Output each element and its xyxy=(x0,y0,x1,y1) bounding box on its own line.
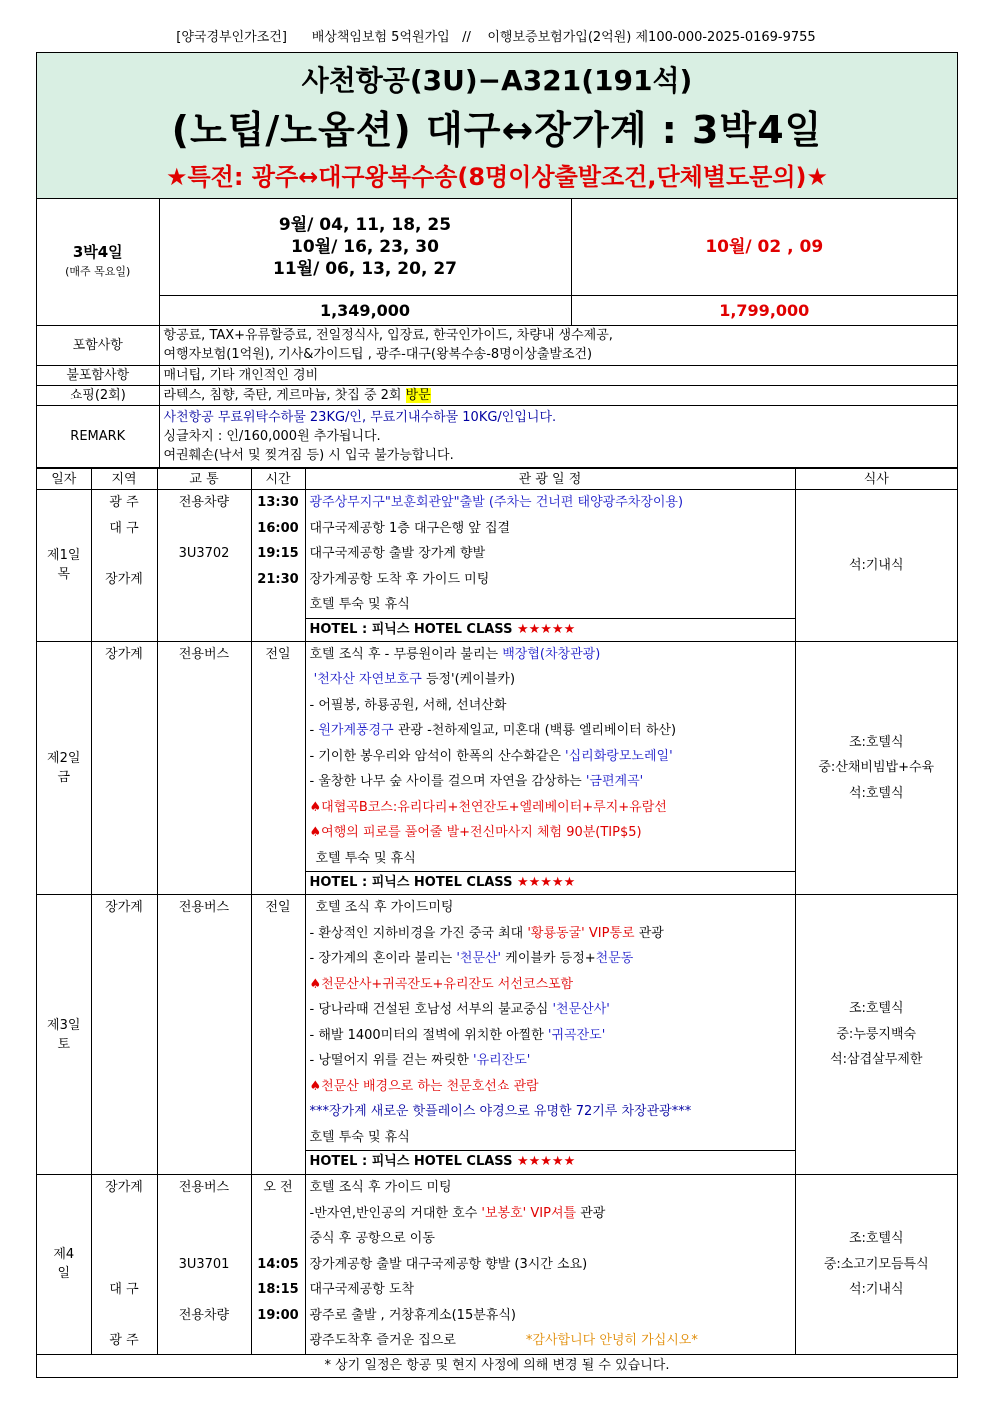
meal-dinner: 석:호텔식 xyxy=(848,785,904,801)
excluded-content: 매너팁, 기타 개인적인 경비 xyxy=(159,366,957,386)
day-4-label xyxy=(37,1175,91,1355)
price-regular: 1,349,000 xyxy=(159,295,571,325)
schedule-line: 호텔 투숙 및 휴식 xyxy=(309,597,410,612)
schedule-line: 광주도착후 즐거운 집으로 *감사합니다 안녕히 가십시오* xyxy=(309,1333,698,1348)
meal-breakfast: 조:호텔식 xyxy=(848,1001,904,1017)
schedule-line: ♠여행의 피로를 풀어줄 발+전신마사지 체험 90분(TIP$5) xyxy=(309,825,642,840)
time: 오 전 xyxy=(263,1180,293,1195)
day-1-label xyxy=(37,490,91,642)
day-4-meals xyxy=(795,1175,957,1355)
meal-lunch: 중:산채비빔밥+수육 xyxy=(818,760,935,775)
region-gwangju: 광 주 xyxy=(109,1333,139,1348)
time: 14:05 xyxy=(257,1256,299,1272)
schedule-line: - 어필봉, 하룡공원, 서해, 선녀산화 xyxy=(309,697,507,713)
col-meals: 식사 xyxy=(795,469,957,490)
day-3-transport: 전용버스 xyxy=(178,900,230,915)
shopping-content xyxy=(159,386,957,406)
disclaimer: * 상기 일정은 항공 및 현지 사정에 의해 변경 될 수 있습니다. xyxy=(324,1357,670,1373)
day-2-schedule xyxy=(305,641,795,895)
star-rating: ★★★★★ xyxy=(516,875,576,890)
day-1-region xyxy=(91,490,157,642)
meal-breakfast: 조:호텔식 xyxy=(848,734,904,750)
day-4-row xyxy=(37,1175,957,1355)
transport-car: 전용차량 xyxy=(178,495,230,510)
departure-dates-peak: 10월/ 02 , 09 xyxy=(571,199,957,295)
day-3-schedule xyxy=(305,895,795,1175)
day-2-row xyxy=(37,641,957,895)
meal-lunch: 중:누룽지백숙 xyxy=(836,1026,917,1042)
remark-line-2: 싱글차지 : 인/160,000원 추가됩니다. xyxy=(163,429,381,444)
day-1-number: 제1일 xyxy=(47,548,81,564)
day-3-meals xyxy=(795,895,957,1175)
schedule-line: 호텔 조식 후 - 무릉원이라 불리는 백장협(차창관광) xyxy=(309,646,601,662)
day-2-weekday: 금 xyxy=(57,769,71,785)
schedule-line: ♠천문산사+귀곡잔도+유리잔도 서선코스포함 xyxy=(309,976,574,992)
hotel-name: HOTEL : 피닉스 HOTEL CLASS xyxy=(309,875,513,890)
meal-breakfast: 조:호텔식 xyxy=(848,1231,904,1246)
day-2-meals xyxy=(795,641,957,895)
hotel-name: HOTEL : 피닉스 HOTEL CLASS xyxy=(309,1154,513,1169)
shopping-highlight: 방문 xyxy=(405,388,431,403)
schedule-line: 호텔 조식 후 가이드미팅 xyxy=(315,900,454,915)
day-3-time: 전일 xyxy=(265,900,291,915)
day-2-label xyxy=(37,641,91,895)
schedule-line: - 낭떨어지 위를 걷는 짜릿한 '유리잔도' xyxy=(309,1053,531,1068)
region-daegu: 대 구 xyxy=(109,1282,139,1297)
day-2-region: 장가계 xyxy=(105,646,143,662)
schedule-table xyxy=(37,468,957,1355)
duration-note: (매주 목요일) xyxy=(65,264,131,278)
day-4-transport xyxy=(157,1175,251,1355)
schedule-line: ♠대협곡B코스:유리다리+천연잔도+엘레베이터+루지+유람선 xyxy=(309,799,667,815)
time: 21:30 xyxy=(257,571,299,587)
remark-label: REMARK xyxy=(37,406,159,468)
col-region: 지역 xyxy=(91,469,157,490)
schedule-line: - 환상적인 지하비경을 가진 중국 최대 '황룡동굴' VIP통로 관광 xyxy=(309,925,664,941)
schedule-line: 장가계공항 도착 후 가이드 미팅 xyxy=(309,571,490,587)
time: 19:00 xyxy=(257,1307,299,1323)
license-info: [양국경부인가조건] 배상책임보험 5억원가입 // 이행보증보험가입(2억원) 제100-000-2025-0169-9755 xyxy=(176,30,816,45)
schedule-line: - 기이한 봉우리와 암석이 한폭의 산수화같은 '십리화랑모노레일' xyxy=(309,748,673,764)
day-3-row xyxy=(37,895,957,1175)
schedule-header xyxy=(37,469,957,490)
day-4-schedule xyxy=(305,1175,795,1355)
schedule-line: '천자산 자연보호구 등정'(케이블카) xyxy=(313,672,516,687)
region-daegu: 대 구 xyxy=(109,520,139,536)
day-2-time: 전일 xyxy=(265,646,291,662)
departure-dates-regular xyxy=(159,199,571,295)
day-1-weekday: 목 xyxy=(57,567,71,583)
day-3-hotel xyxy=(306,1150,795,1173)
day-3-label xyxy=(37,895,91,1175)
dates-september: 9월/ 04, 11, 18, 25 xyxy=(278,214,452,235)
meal-dinner: 석:기내식 xyxy=(848,1282,904,1297)
info-table xyxy=(37,326,957,469)
col-schedule: 관 광 일 정 xyxy=(305,469,795,490)
price-peak: 1,799,000 xyxy=(571,295,957,325)
day-4-times xyxy=(251,1175,305,1355)
dates-october: 10월/ 16, 23, 30 xyxy=(291,236,439,257)
day-3-number: 제3일 xyxy=(47,1017,81,1033)
col-day: 일자 xyxy=(37,469,91,490)
itinerary-document xyxy=(36,52,958,1378)
schedule-line: 호텔 투숙 및 휴식 xyxy=(315,850,416,866)
region-zhangjiajie: 장가계 xyxy=(105,571,143,587)
flight-3u3701: 3U3701 xyxy=(178,1256,230,1272)
schedule-line: 광주상무지구"보훈회관앞"출발 (주차는 건너편 태양광주차장이용) xyxy=(309,495,684,510)
day-4-number: 제4 xyxy=(53,1247,75,1263)
duration: 3박4일 xyxy=(72,242,123,261)
airline-info: 사천항공(3U)−A321(191석) xyxy=(301,64,693,97)
transport-bus: 전용버스 xyxy=(178,1180,230,1195)
schedule-line: 대구국제공항 도착 xyxy=(309,1282,415,1297)
day-1-times xyxy=(251,490,305,642)
day-4-region xyxy=(91,1175,157,1355)
col-time: 시간 xyxy=(251,469,305,490)
star-rating: ★★★★★ xyxy=(516,621,576,637)
schedule-line: 장가계공항 출발 대구국제공항 향발 (3시간 소요) xyxy=(309,1256,588,1272)
schedule-line: - 원가계풍경구 관광 -천하제일교, 미혼대 (백룡 엘리베이터 하산) xyxy=(309,723,677,738)
day-1-meals: 석:기내식 xyxy=(795,490,957,642)
transport-car: 전용차량 xyxy=(178,1307,230,1323)
schedule-line: 중식 후 공항으로 이동 xyxy=(309,1231,435,1246)
schedule-line: 대구국제공항 출발 장가계 향발 xyxy=(309,546,486,561)
included-content xyxy=(159,326,957,366)
time: 13:30 xyxy=(257,495,299,510)
meal-dinner: 석:삼겹살무제한 xyxy=(830,1052,923,1068)
time: 19:15 xyxy=(257,546,299,561)
schedule-line: 호텔 투숙 및 휴식 xyxy=(309,1129,410,1145)
schedule-line: 호텔 조식 후 가이드 미팅 xyxy=(309,1180,452,1195)
day-1-hotel xyxy=(306,618,795,641)
remark-line-3: 여권훼손(낙서 및 찢겨짐 등) 시 입국 불가능합니다. xyxy=(163,448,454,463)
remark-line-1: 사천항공 무료위탁수하물 23KG/인, 무료기내수하물 10KG/인입니다. xyxy=(163,410,557,425)
day-1-transport xyxy=(157,490,251,642)
schedule-line: ♠천문산 배경으로 하는 천문호선쇼 관람 xyxy=(309,1078,539,1094)
included-line-1: 항공료, TAX+유류할증료, 전일정식사, 입장료, 한국인가이드, 차량내 생수제공, xyxy=(163,328,613,344)
farewell-message: *감사합니다 안녕히 가십시오* xyxy=(525,1333,698,1348)
title-banner xyxy=(37,53,957,199)
meal-lunch: 중:소고기모듬특식 xyxy=(823,1256,929,1272)
schedule-line: -반자연,반인공의 거대한 호수 '보봉호' VIP셔틀 관광 xyxy=(309,1205,606,1221)
day-3-weekday: 토 xyxy=(57,1036,71,1052)
star-rating: ★★★★★ xyxy=(516,1154,576,1169)
remark-content xyxy=(159,406,957,468)
day-3-region: 장가계 xyxy=(105,900,143,915)
time: 18:15 xyxy=(257,1282,299,1297)
excluded-label: 불포함사항 xyxy=(37,366,159,386)
schedule-line: - 울창한 나무 숲 사이를 걸으며 자연을 감상하는 '금편계곡' xyxy=(309,774,644,789)
region-gwangju: 광 주 xyxy=(109,495,139,510)
schedule-line: ***장가계 새로운 핫플레이스 야경으로 유명한 72기루 차장관광*** xyxy=(309,1104,692,1119)
shopping-label: 쇼핑(2회) xyxy=(37,386,159,406)
day-2-hotel xyxy=(306,871,795,894)
day-4-weekday: 일 xyxy=(57,1266,71,1282)
time: 16:00 xyxy=(257,520,299,536)
hotel-name: HOTEL : 피닉스 HOTEL CLASS xyxy=(309,621,513,637)
day-1-schedule xyxy=(305,490,795,642)
schedule-line: - 장가계의 혼이라 불리는 '천문산' 케이블카 등정+천문동 xyxy=(309,951,634,966)
day-2-transport: 전용버스 xyxy=(178,646,230,662)
schedule-line: - 해발 1400미터의 절벽에 위치한 아찔한 '귀곡잔도' xyxy=(309,1027,606,1043)
pricing-table xyxy=(37,199,957,326)
schedule-line: - 당나라때 건설된 호남성 서부의 불교중심 '천문산사' xyxy=(309,1002,610,1017)
shopping-text: 라텍스, 침향, 죽탄, 게르마늄, 찻집 중 2회 xyxy=(163,388,402,403)
special-offer: ★특전: 광주↔대구왕복수송(8명이상출발조건,단체별도문의)★ xyxy=(165,163,829,191)
duration-cell xyxy=(37,199,159,325)
dates-november: 11월/ 06, 13, 20, 27 xyxy=(273,258,457,279)
schedule-line: 광주로 출발 , 거창휴게소(15분휴식) xyxy=(309,1307,516,1323)
included-line-2: 여행자보험(1억원), 기사&가이드팁 , 광주-대구(왕복수송-8명이상출발조건) xyxy=(163,347,593,363)
day-1-row xyxy=(37,490,957,642)
day-2-number: 제2일 xyxy=(47,750,81,766)
region-zhangjiajie: 장가계 xyxy=(105,1180,143,1195)
schedule-line: 대구국제공항 1층 대구은행 앞 집결 xyxy=(309,520,511,536)
flight-3u3702: 3U3702 xyxy=(178,546,230,561)
col-transport: 교 통 xyxy=(157,469,251,490)
tour-title: (노팁/노옵션) 대구↔장가계 : 3박4일 xyxy=(171,108,823,152)
included-label: 포함사항 xyxy=(37,326,159,366)
